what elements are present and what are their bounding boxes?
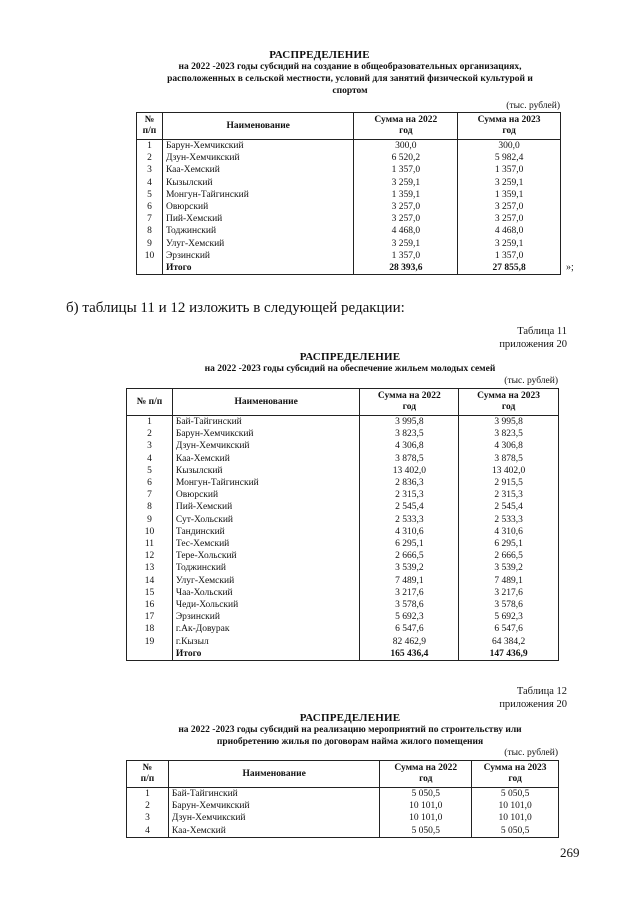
row-sum-2023: 6 295,1	[459, 538, 559, 550]
row-number: 19	[127, 636, 173, 648]
row-sum-2023: 2 545,4	[459, 501, 559, 513]
row-sum-2023: 64 384,2	[459, 636, 559, 648]
row-number: 3	[137, 164, 163, 176]
table-row	[137, 140, 561, 153]
row-sum-2023: 2 315,3	[459, 489, 559, 501]
row-sum-2022: 7 489,1	[360, 575, 459, 587]
table10-header-2023: Сумма на 2023 год	[458, 113, 561, 140]
table11	[126, 388, 559, 661]
row-sum-2022: 2 533,3	[360, 514, 459, 526]
table-row	[127, 489, 559, 501]
row-sum-2023: 6 547,6	[459, 623, 559, 635]
row-sum-2023: 10 101,0	[472, 812, 559, 824]
row-number: 12	[127, 550, 173, 562]
row-sum-2022: 4 468,0	[354, 225, 458, 237]
total-empty-cell	[127, 648, 173, 661]
row-sum-2023: 2 666,5	[459, 550, 559, 562]
table-row	[127, 514, 559, 526]
table-row	[137, 238, 561, 250]
row-name: Кызылский	[162, 177, 354, 189]
row-name: Овюрский	[162, 201, 354, 213]
row-sum-2023: 3 217,6	[459, 587, 559, 599]
row-sum-2022: 5 050,5	[380, 788, 472, 801]
row-number: 5	[127, 465, 173, 477]
table-row	[127, 416, 559, 429]
row-name: Тоджинский	[162, 225, 354, 237]
row-name: Овюрский	[172, 489, 360, 501]
row-name: Эрзинский	[172, 611, 360, 623]
row-sum-2023: 4 310,6	[459, 526, 559, 538]
row-sum-2023: 5 692,3	[459, 611, 559, 623]
row-number: 3	[127, 440, 173, 452]
table-row	[127, 465, 559, 477]
table-row	[137, 177, 561, 189]
row-name: Сут-Хольский	[172, 514, 360, 526]
row-sum-2023: 3 878,5	[459, 453, 559, 465]
row-number: 4	[137, 177, 163, 189]
row-sum-2023: 3 995,8	[459, 416, 559, 429]
row-number: 7	[137, 213, 163, 225]
page-number: 269	[560, 845, 580, 860]
table11-subtitle: на 2022 -2023 годы субсидий на обеспечение жильем молодых семей	[204, 364, 496, 374]
table10	[136, 112, 561, 275]
row-sum-2022: 3 259,1	[354, 238, 458, 250]
table-row	[127, 575, 559, 587]
row-sum-2023: 3 259,1	[458, 177, 561, 189]
row-number: 17	[127, 611, 173, 623]
row-sum-2022: 3 257,0	[354, 201, 458, 213]
table12-subtitle-line2: приобретению жилья по договорам найма жилого помещения	[216, 737, 484, 747]
row-name: Пий-Хемский	[172, 501, 360, 513]
table11-title: РАСПРЕДЕЛЕНИЕ	[299, 351, 401, 363]
row-number: 14	[127, 575, 173, 587]
row-name: Эрзинский	[162, 250, 354, 262]
table-row	[127, 550, 559, 562]
row-sum-2023: 4 468,0	[458, 225, 561, 237]
total-sum-2022: 165 436,4	[360, 648, 459, 661]
row-name: Дзун-Хемчикский	[168, 812, 379, 824]
row-name: Монгун-Тайгинский	[162, 189, 354, 201]
table-row	[127, 812, 559, 824]
row-sum-2022: 10 101,0	[380, 800, 472, 812]
row-sum-2023: 300,0	[458, 140, 561, 153]
row-number: 6	[137, 201, 163, 213]
total-sum-2022: 28 393,6	[354, 262, 458, 275]
row-sum-2022: 2 836,3	[360, 477, 459, 489]
table-row	[127, 800, 559, 812]
row-name: Барун-Хемчикский	[168, 800, 379, 812]
table12-header-2023: Сумма на 2023 год	[472, 761, 559, 788]
row-name: Каа-Хемский	[162, 164, 354, 176]
table-row	[127, 636, 559, 648]
table11-caption-line2: приложения 20	[499, 339, 567, 350]
row-name: Тес-Хемский	[172, 538, 360, 550]
table11-unit: (тыс. рублей)	[504, 376, 558, 386]
row-name: Барун-Хемчикский	[172, 428, 360, 440]
row-sum-2022: 6 295,1	[360, 538, 459, 550]
row-name: Чаа-Хольский	[172, 587, 360, 599]
table11-header-2023: Сумма на 2023 год	[459, 389, 559, 416]
row-name: Дзун-Хемчикский	[162, 152, 354, 164]
row-sum-2023: 10 101,0	[472, 800, 559, 812]
row-sum-2023: 3 257,0	[458, 213, 561, 225]
row-sum-2022: 3 539,2	[360, 562, 459, 574]
table-row	[127, 587, 559, 599]
row-sum-2023: 3 257,0	[458, 201, 561, 213]
table11-header-num: № п/п	[127, 389, 173, 416]
row-number: 8	[127, 501, 173, 513]
row-name: Каа-Хемский	[172, 453, 360, 465]
row-sum-2023: 3 259,1	[458, 238, 561, 250]
row-sum-2022: 3 217,6	[360, 587, 459, 599]
table12-header-name: Наименование	[168, 761, 379, 788]
row-name: Дзун-Хемчикский	[172, 440, 360, 452]
table11-header-2022: Сумма на 2022 год	[360, 389, 459, 416]
row-sum-2022: 3 259,1	[354, 177, 458, 189]
table10-subtitle-line2: расположенных в сельской местности, условий для занятий физической культурой и	[167, 74, 533, 84]
table-row	[127, 788, 559, 801]
row-name: Улуг-Хемский	[162, 238, 354, 250]
table-row	[127, 599, 559, 611]
row-name: г.Кызыл	[172, 636, 360, 648]
table-row	[127, 428, 559, 440]
table-row	[137, 152, 561, 164]
table-row	[137, 213, 561, 225]
row-number: 2	[127, 800, 169, 812]
row-sum-2022: 6 547,6	[360, 623, 459, 635]
row-number: 4	[127, 825, 169, 838]
row-number: 5	[137, 189, 163, 201]
table-row	[127, 526, 559, 538]
row-sum-2022: 3 995,8	[360, 416, 459, 429]
row-sum-2023: 13 402,0	[459, 465, 559, 477]
table10-header-2022: Сумма на 2022 год	[354, 113, 458, 140]
table-row	[127, 562, 559, 574]
row-number: 10	[137, 250, 163, 262]
row-sum-2023: 1 359,1	[458, 189, 561, 201]
table11-header-name: Наименование	[172, 389, 360, 416]
row-number: 9	[127, 514, 173, 526]
total-sum-2023: 147 436,9	[459, 648, 559, 661]
row-number: 2	[137, 152, 163, 164]
table10-subtitle-line3: спортом	[332, 86, 368, 96]
row-number: 16	[127, 599, 173, 611]
row-name: Чеди-Хольский	[172, 599, 360, 611]
table12-subtitle-line1: на 2022 -2023 годы субсидий на реализацию мероприятий по строительству или	[178, 725, 522, 735]
row-sum-2022: 10 101,0	[380, 812, 472, 824]
table10-header-name: Наименование	[162, 113, 354, 140]
row-sum-2023: 1 357,0	[458, 250, 561, 262]
table12-caption-line2: приложения 20	[499, 699, 567, 710]
total-label: Итого	[162, 262, 354, 275]
row-sum-2022: 2 545,4	[360, 501, 459, 513]
table-row	[127, 453, 559, 465]
row-number: 8	[137, 225, 163, 237]
row-sum-2022: 1 359,1	[354, 189, 458, 201]
table12-title: РАСПРЕДЕЛЕНИЕ	[299, 712, 401, 724]
row-sum-2023: 3 823,5	[459, 428, 559, 440]
row-number: 1	[127, 788, 169, 801]
table-row	[137, 189, 561, 201]
total-sum-2023: 27 855,8	[458, 262, 561, 275]
row-sum-2022: 4 310,6	[360, 526, 459, 538]
table10-unit: (тыс. рублей)	[506, 101, 560, 111]
table-row	[127, 623, 559, 635]
row-sum-2022: 2 666,5	[360, 550, 459, 562]
table-total-row	[127, 648, 559, 661]
table-row	[137, 250, 561, 262]
total-label: Итого	[172, 648, 360, 661]
row-number: 9	[137, 238, 163, 250]
table-total-row	[137, 262, 561, 275]
row-number: 1	[127, 416, 173, 429]
table-row	[127, 538, 559, 550]
table10-closing-quote: »;	[566, 262, 574, 273]
row-sum-2022: 3 257,0	[354, 213, 458, 225]
row-sum-2022: 4 306,8	[360, 440, 459, 452]
table-row	[127, 501, 559, 513]
table12	[126, 760, 559, 838]
row-number: 4	[127, 453, 173, 465]
row-name: Барун-Хемчикский	[162, 140, 354, 153]
row-sum-2022: 3 823,5	[360, 428, 459, 440]
row-sum-2022: 82 462,9	[360, 636, 459, 648]
row-sum-2023: 5 050,5	[472, 788, 559, 801]
row-name: Бай-Тайгинский	[168, 788, 379, 801]
row-sum-2022: 1 357,0	[354, 164, 458, 176]
row-sum-2023: 3 539,2	[459, 562, 559, 574]
table-row	[127, 611, 559, 623]
row-sum-2022: 3 878,5	[360, 453, 459, 465]
row-sum-2022: 3 578,6	[360, 599, 459, 611]
row-name: Улуг-Хемский	[172, 575, 360, 587]
row-sum-2022: 6 520,2	[354, 152, 458, 164]
row-sum-2023: 5 050,5	[472, 825, 559, 838]
row-number: 7	[127, 489, 173, 501]
row-name: Тере-Хольский	[172, 550, 360, 562]
row-sum-2022: 5 692,3	[360, 611, 459, 623]
row-name: Монгун-Тайгинский	[172, 477, 360, 489]
table10-subtitle-line1: на 2022 -2023 годы субсидий на создание в общеобразовательных организациях,	[178, 62, 522, 72]
row-sum-2023: 2 915,5	[459, 477, 559, 489]
row-name: Тоджинский	[172, 562, 360, 574]
row-sum-2022: 1 357,0	[354, 250, 458, 262]
row-sum-2023: 5 982,4	[458, 152, 561, 164]
row-sum-2022: 5 050,5	[380, 825, 472, 838]
row-number: 6	[127, 477, 173, 489]
row-sum-2022: 13 402,0	[360, 465, 459, 477]
table12-header-2022: Сумма на 2022 год	[380, 761, 472, 788]
table-row	[127, 477, 559, 489]
table11-caption-line1: Таблица 11	[517, 326, 567, 337]
row-sum-2023: 4 306,8	[459, 440, 559, 452]
row-sum-2023: 3 578,6	[459, 599, 559, 611]
row-number: 10	[127, 526, 173, 538]
row-sum-2022: 2 315,3	[360, 489, 459, 501]
row-sum-2023: 2 533,3	[459, 514, 559, 526]
total-empty-cell	[137, 262, 163, 275]
table-row	[127, 825, 559, 838]
table-row	[137, 164, 561, 176]
row-number: 15	[127, 587, 173, 599]
table12-unit: (тыс. рублей)	[504, 748, 558, 758]
row-number: 3	[127, 812, 169, 824]
row-number: 18	[127, 623, 173, 635]
row-name: Пий-Хемский	[162, 213, 354, 225]
table12-caption-line1: Таблица 12	[516, 686, 567, 697]
row-number: 1	[137, 140, 163, 153]
table-row	[137, 225, 561, 237]
row-name: Кызылский	[172, 465, 360, 477]
table-row	[137, 201, 561, 213]
row-number: 2	[127, 428, 173, 440]
row-name: г.Ак-Довурак	[172, 623, 360, 635]
amendment-paragraph: б) таблицы 11 и 12 изложить в следующей редакции:	[66, 300, 405, 316]
row-sum-2022: 300,0	[354, 140, 458, 153]
row-number: 13	[127, 562, 173, 574]
table-row	[127, 440, 559, 452]
row-name: Тандинский	[172, 526, 360, 538]
table12-header-num: № п/п	[127, 761, 169, 788]
row-sum-2023: 7 489,1	[459, 575, 559, 587]
row-number: 11	[127, 538, 173, 550]
table10-header-num: № п/п	[137, 113, 163, 140]
table10-title: РАСПРЕДЕЛЕНИЕ	[269, 49, 370, 61]
row-name: Бай-Тайгинский	[172, 416, 360, 429]
row-name: Каа-Хемский	[168, 825, 379, 838]
row-sum-2023: 1 357,0	[458, 164, 561, 176]
